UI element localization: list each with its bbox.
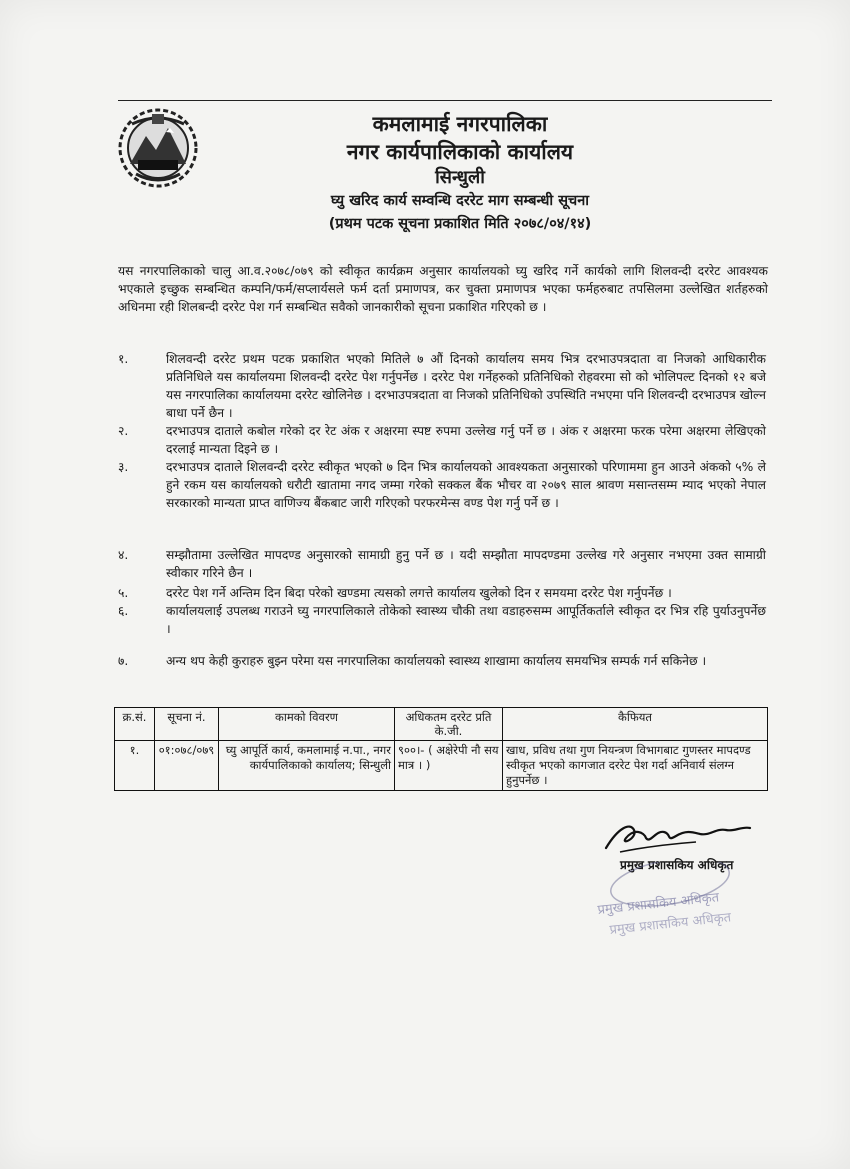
cell-rate: ९००।- ( अक्षेरेपी नौ सय मात्र । ) xyxy=(395,741,503,791)
clause-number: ६. xyxy=(118,604,129,618)
tender-table xyxy=(114,707,768,791)
clause-7 xyxy=(118,652,768,688)
clause-text: दररेट पेश गर्ने अन्तिम दिन बिदा परेको खण्डमा त्यसको लगत्ते कार्यालय खुलेको दिन र समयमा दररेट पेश गर्नुपर्नेछ । xyxy=(166,586,672,600)
clause-1 xyxy=(118,350,768,422)
clause-text: शिलवन्दी दररेट प्रथम पटक प्रकाशित भएको मितिले ७ औं दिनको कार्यालय समय भित्र दरभाउपत्रदाता वा निजको आधिकारीक प्रतिनिधिले यस कार्यालयमा शिलवन्दी दररेट पेश गर्नुपर्नेछ । दररेट पेश गर्नेहरुको प्रतिनिधिको रोहवरमा सो को भोलिपल्ट दिनको १२ बजे यस नगरपालिका कार्यालयमा दररेट खोलिनेछ । दरभाउपत्रदाता वा निजको प्रतिनिधिको उपस्थिति नभएमा पनि शिलवन्दी दरभाउपत्र खोल्न बाधा पर्ने छैन । xyxy=(166,352,766,420)
clause-text: कार्यालयलाई उपलब्ध गराउने घ्यु नगरपालिकाले तोकेको स्वास्थ्य चौकी तथा वडाहरुसम्म आपूर्तिकर्ताले स्वीकृत दर भित्र रहि पुर्याउनुपर्नेछ । xyxy=(166,604,766,636)
col-header-notice-no: सूचना नं. xyxy=(155,708,219,741)
cell-sn: १. xyxy=(115,741,155,791)
stamp-text-2: प्रमुख प्रशासकिय अधिकृत xyxy=(608,910,732,938)
clause-number: ७. xyxy=(118,654,129,668)
intro-paragraph: यस नगरपालिकाको चालु आ.व.२०७८/०७९ को स्वीकृत कार्यक्रम अनुसार कार्यालयको घ्यु खरिद गर्ने कार्यको लागि शिलवन्दी दररेट आवश्यक भएकाले इच्छुक सम्बन्धित कम्पनि/फर्म/सप्लार्यसले फर्म दर्ता प्रमाणपत्र, कर चुक्ता प्रमाणपत्र भएका फर्महरुबाट तपसिलमा उल्लेखित शर्तहरुको अधिनमा रही शिलबन्दी दररेट पेश गर्न सम्बन्धित सवैको जानकारीको सूचना प्रकाशित गरिएको छ । xyxy=(118,264,768,314)
clause-number: ५. xyxy=(118,586,129,600)
clause-text: दरभाउपत्र दाताले शिलवन्दी दररेट स्वीकृत भएको ७ दिन भित्र कार्यालयको आवश्यकता अनुसारको परिणाममा हुन आउने अंकको ५% ले हुने रकम यस कार्यालयको धरौटी खातामा नगद जम्मा गरेको सक्कल बैंक भौचर वा २०७९ साल श्रावण मसान्तसम्म म्याद भएको नेपाल सरकारको मान्यता प्राप्त वाणिज्य बैंकबाट जारी गरिएको परफरमेन्स वण्ड पेश गर्नु पर्ने छ । xyxy=(166,460,766,510)
clause-number: ३. xyxy=(118,460,129,474)
col-header-rate: अधिकतम दररेट प्रति के.जी. xyxy=(395,708,503,741)
cell-notice-no: ०१:०७८/०७९ xyxy=(155,741,219,791)
clause-text: सम्झौतामा उल्लेखित मापदण्ड अनुसारको सामाग्री हुनु पर्ने छ । यदी सम्झौता मापदण्डमा उल्लेख गरे अनुसार नभएमा उक्त सामाग्री स्वीकार गरिने छैन । xyxy=(166,548,766,580)
nepal-emblem-icon xyxy=(116,106,200,190)
letterhead xyxy=(200,110,720,236)
official-stamp xyxy=(590,862,790,942)
clause-number: ४. xyxy=(118,548,129,562)
clause-number: २. xyxy=(118,424,129,438)
clause-2 xyxy=(118,422,768,458)
col-header-work: कामको विवरण xyxy=(219,708,395,741)
org-name: कमलामाई नगरपालिका xyxy=(372,112,548,136)
col-header-sn: क्र.सं. xyxy=(115,708,155,741)
table-header-row xyxy=(115,708,768,741)
handwritten-signature xyxy=(600,808,770,860)
office-name: नगर कार्यपालिकाको कार्यालय xyxy=(346,140,574,164)
cell-work: घ्यु आपूर्ति कार्य, कमलामाई न.पा., नगर कार्यपालिकाको कार्यालय; सिन्धुली xyxy=(219,741,395,791)
table-row xyxy=(115,741,768,791)
clause-number: १. xyxy=(118,352,129,366)
header-rule xyxy=(118,100,772,101)
col-header-remarks: कैफियत xyxy=(503,708,768,741)
stamp-text: प्रमुख प्रशासकिय अधिकृत xyxy=(596,890,720,918)
publish-info: (प्रथम पटक सूचना प्रकाशित मिति २०७८/०४/१४) xyxy=(328,216,592,232)
clause-text: दरभाउपत्र दाताले कबोल गरेको दर रेट अंक र अक्षरमा स्पष्ट रुपमा उल्लेख गर्नु पर्ने छ । अंक र अक्षरमा फरक परेमा अक्षरमा लेखिएको दरलाई मान्यता दिइने छ । xyxy=(166,424,766,456)
district-name: सिन्धुली xyxy=(435,167,485,188)
clause-5 xyxy=(118,584,768,602)
notice-title: घ्यु खरिद कार्य सम्वन्धि दररेट माग सम्बन्धी सूचना xyxy=(330,193,590,209)
cell-remarks: खाध, प्रविध तथा गुण नियन्त्रण विभागबाट गुणस्तर मापदण्ड स्वीकृत भएको कागजात दररेट पेश गर्दा अनिवार्य संलग्न हुनुपर्नेछ । xyxy=(503,741,768,791)
signatory-title: प्रमुख प्रशासकिय अधिकृत xyxy=(620,858,734,872)
clause-3 xyxy=(118,458,768,530)
clause-text: अन्य थप केही कुराहरु बुझ्न परेमा यस नगरपालिका कार्यालयको स्वास्थ्य शाखामा कार्यालय समयभित्र सम्पर्क गर्न सकिनेछ । xyxy=(166,654,707,668)
clause-6 xyxy=(118,602,768,638)
clause-4 xyxy=(118,546,768,582)
